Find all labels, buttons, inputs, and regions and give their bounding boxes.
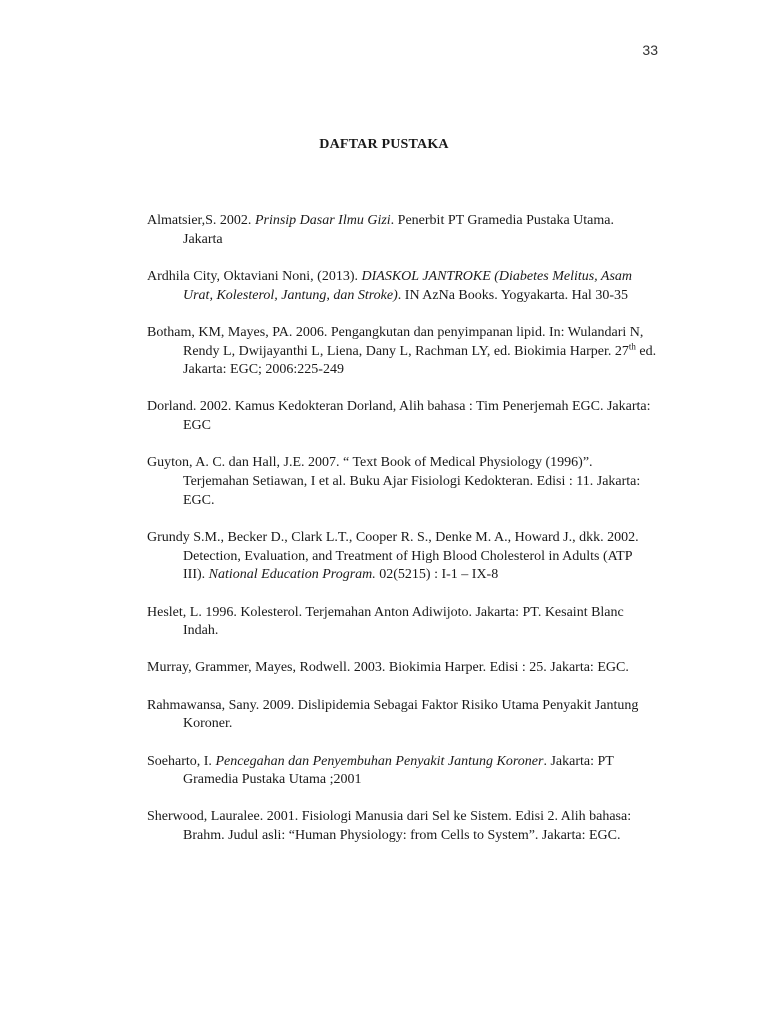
reference-list [147,212,657,864]
reference-item: Murray, Grammer, Mayes, Rodwell. 2003. Biokimia Harper. Edisi : 25. Jakarta: EGC. [147,660,629,676]
reference-item: Soeharto, I. Pencegahan dan Penyembuhan Penyakit Jantung Koroner. Jakarta: PT Gramedia Pustaka Utama ;2001 [147,753,614,788]
page-number: 33 [642,42,658,58]
reference-item: Rahmawansa, Sany. 2009. Dislipidemia Sebagai Faktor Risiko Utama Penyakit Jantung Koroner. [147,697,639,732]
reference-item: Dorland. 2002. Kamus Kedokteran Dorland, Alih bahasa : Tim Penerjemah EGC. Jakarta: EGC [147,399,651,434]
reference-item: Almatsier,S. 2002. Prinsip Dasar Ilmu Gizi. Penerbit PT Gramedia Pustaka Utama. Jakarta [147,213,614,247]
reference-item: Guyton, A. C. dan Hall, J.E. 2007. “ Text Book of Medical Physiology (1996)”. Terjemahan Setiawan, I et al. Buku Ajar Fisiologi Kedokteran. Edisi : 11. Jakarta: EGC. [147,455,641,508]
page-title: DAFTAR PUSTAKA [319,137,449,152]
reference-item: Ardhila City, Oktaviani Noni, (2013). DIASKOL JANTROKE (Diabetes Melitus, Asam Urat, Kolesterol, Jantung, dan Stroke). IN AzNa Books. Yogyakarta. Hal 30-35 [147,268,633,303]
reference-item: Sherwood, Lauralee. 2001. Fisiologi Manusia dari Sel ke Sistem. Edisi 2. Alih bahasa: Brahm. Judul asli: “Human Physiology: from Cells to System”. Jakarta: EGC. [147,809,632,844]
reference-item: Botham, KM, Mayes, PA. 2006. Pengangkutan dan penyimpanan lipid. In: Wulandari N, Rendy L, Dwijayanthi L, Liena, Dany L, Rachman LY, ed. Biokimia Harper. 27th ed. Jakarta: EGC; 2006:225-249 [147,324,657,378]
reference-item: Heslet, L. 1996. Kolesterol. Terjemahan Anton Adiwijoto. Jakarta: PT. Kesaint Blanc Indah. [147,604,624,639]
reference-item: Grundy S.M., Becker D., Clark L.T., Cooper R. S., Denke M. A., Howard J., dkk. 2002. Detection, Evaluation, and Treatment of High Blood Cholesterol in Adults (ATP III). National Education Program. 02(5215) : I-1 – IX-8 [147,529,639,583]
